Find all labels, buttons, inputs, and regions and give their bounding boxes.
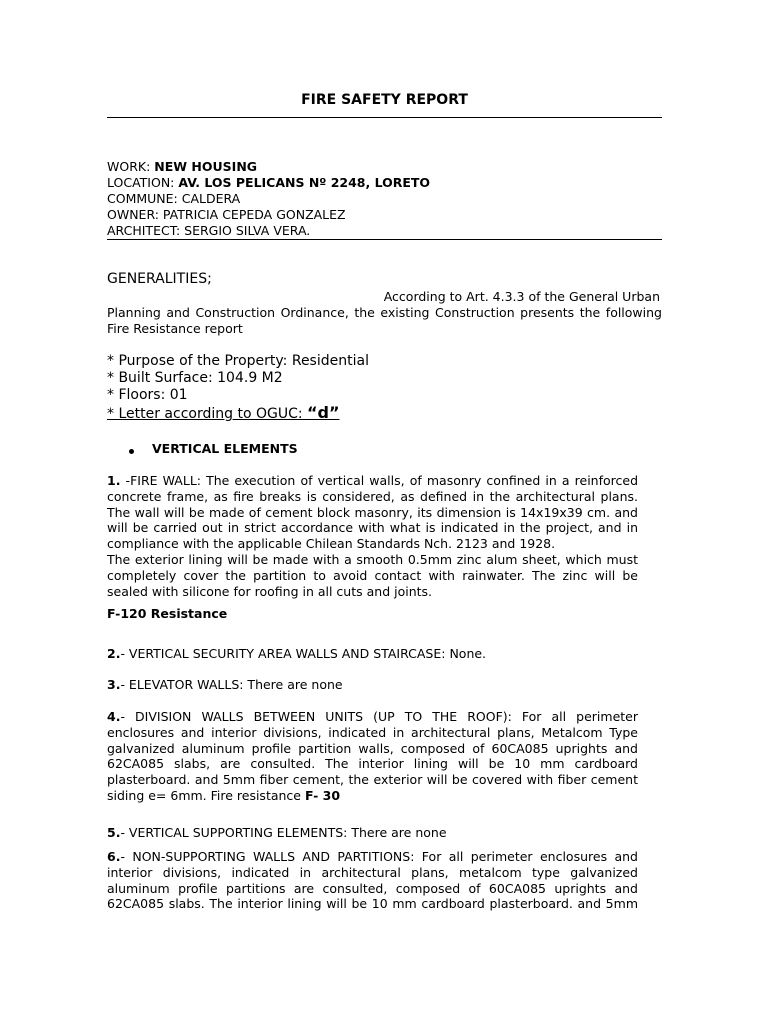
item-6-text: - NON-SUPPORTING WALLS AND PARTITIONS: For all perimeter enclosures and interior divisions, indicated in architectural plans, metalcom type galvanized aluminum profile partitions are consulted, composed of 60CA085 uprights and 62CA085 slabs. The interior lining will be 10 mm cardboard plasterboard. and 5mm xyxy=(107,849,638,912)
item-4-text: - DIVISION WALLS BETWEEN UNITS (UP TO THE ROOF): For all perimeter enclosures and interior divisions, indicated in architectural plans, Metalcom Type galvanized aluminum profile partition walls, composed of 60CA085 uprights and 62CA085 slabs, are consulted. The interior lining will be 10 mm cardboard plasterboard. and 5mm fiber cement, the exterior will be covered with fiber cement siding e= 6mm. Fire resistance xyxy=(107,709,638,803)
property-surface: * Built Surface: 104.9 M2 xyxy=(107,370,283,386)
item-4 xyxy=(107,709,638,804)
bullet-icon xyxy=(129,449,134,454)
item-4-resistance: F- 30 xyxy=(304,787,341,803)
item-3 xyxy=(107,677,343,692)
property-purpose: * Purpose of the Property: Residential xyxy=(107,353,369,369)
item-2-text: - VERTICAL SECURITY AREA WALLS AND STAIRCASE: None. xyxy=(120,646,487,661)
title-divider xyxy=(107,117,662,118)
item-5-text: - VERTICAL SUPPORTING ELEMENTS: There are none xyxy=(120,825,447,840)
property-letter xyxy=(107,404,340,423)
work-line xyxy=(107,159,257,175)
item-5 xyxy=(107,825,447,840)
item-6-number: 6. xyxy=(107,849,121,864)
vertical-elements-heading: VERTICAL ELEMENTS xyxy=(152,441,298,456)
item-1-resistance: F-120 Resistance xyxy=(107,606,228,621)
letter-label: * Letter according to OGUC: xyxy=(107,406,308,422)
item-3-number: 3. xyxy=(107,677,121,692)
generalities-intro xyxy=(107,289,662,336)
item-3-text: - ELEVATOR WALLS: There are none xyxy=(120,677,343,692)
location-value: AV. LOS PELICANS Nº 2248, LORETO xyxy=(178,175,431,190)
item-2 xyxy=(107,646,486,661)
intro-rest: Planning and Construction Ordinance, the existing Construction presents the following Fire Resistance report xyxy=(107,304,662,336)
item-1-number: 1. xyxy=(107,473,121,488)
intro-first-line: According to Art. 4.3.3 of the General Urban xyxy=(383,289,660,304)
item-2-number: 2. xyxy=(107,646,121,661)
item-1-text-2: The exterior lining will be made with a smooth 0.5mm zinc alum sheet, which must completely cover the partition to avoid contact with rainwater. The zinc will be sealed with silicone for roofing in all cuts and joints. xyxy=(107,551,638,599)
location-label: LOCATION: xyxy=(107,175,175,190)
generalities-heading: GENERALITIES; xyxy=(107,271,212,287)
item-1 xyxy=(107,473,638,599)
item-4-number: 4. xyxy=(107,709,121,724)
commune-line: COMMUNE: CALDERA xyxy=(107,191,241,206)
item-6 xyxy=(107,849,638,912)
owner-line: OWNER: PATRICIA CEPEDA GONZALEZ xyxy=(107,207,346,222)
work-label: WORK: xyxy=(107,159,151,174)
item-1-text: -FIRE WALL: The execution of vertical walls, of masonry confined in a reinforced concrete frame, as fire breaks is considered, as defined in the architectural plans. The wall will be made of cement block masonry, its dimension is 14x19x39 cm. and will be carried out in strict accordance with what is indicated in the project, and in compliance with the applicable Chilean Standards Nch. 2123 and 1928. xyxy=(107,473,638,552)
report-title: FIRE SAFETY REPORT xyxy=(301,92,468,108)
letter-value: “d” xyxy=(307,403,340,422)
location-line xyxy=(107,175,430,191)
work-value: NEW HOUSING xyxy=(154,159,258,174)
architect-line: ARCHITECT: SERGIO SILVA VERA. xyxy=(107,223,311,238)
property-floors: * Floors: 01 xyxy=(107,387,188,403)
item-5-number: 5. xyxy=(107,825,121,840)
meta-divider xyxy=(107,239,662,240)
